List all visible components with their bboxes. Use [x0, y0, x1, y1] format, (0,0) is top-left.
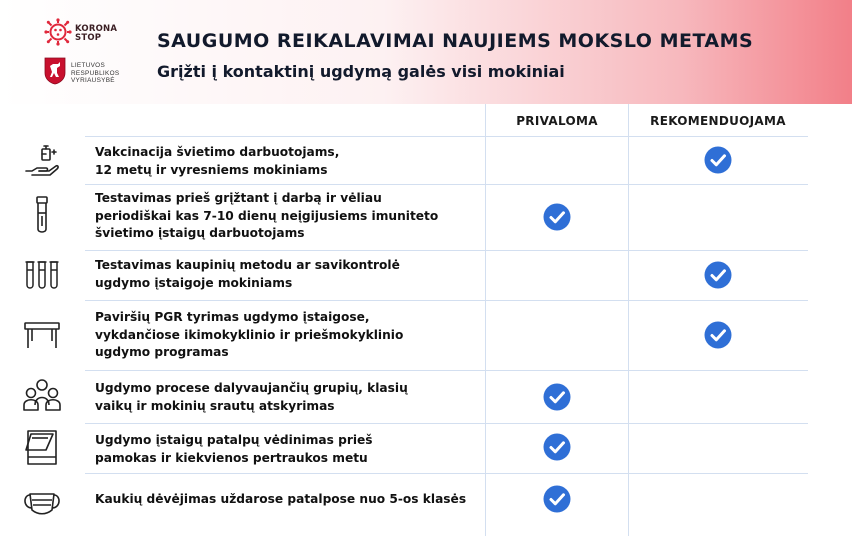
group-icon — [22, 377, 62, 417]
requirement-line: ugdymo įstaigoje mokiniams — [95, 275, 293, 290]
check-icon — [704, 261, 732, 289]
requirement-text-group-separation — [95, 380, 408, 415]
check-icon — [704, 321, 732, 349]
requirement-line: Ugdymo procese dalyvaujančių grupių, klasių — [95, 381, 408, 395]
requirement-line: Testavimas kaupinių metodu ar savikontrolė — [95, 258, 400, 272]
row-divider — [85, 136, 808, 137]
page-subtitle: Grįžti į kontaktinį ugdymą galės visi mokiniai — [157, 62, 565, 81]
requirement-line: pamokas ir kiekvienos pertraukos metu — [95, 450, 368, 465]
column-header-required: PRIVALOMA — [516, 114, 598, 128]
face-mask-icon — [22, 482, 62, 522]
gov-line-3: VYRIAUSYBĖ — [71, 77, 115, 85]
gov-line-1: LIETUVOS — [71, 62, 106, 69]
requirement-text-vaccination — [95, 144, 339, 179]
window-icon — [22, 428, 62, 468]
requirement-line: periodiškai kas 7-10 dienų neįgijusiems imuniteto — [95, 208, 439, 223]
requirement-line: vykdančiose ikimokyklinio ir priešmokyklinio — [95, 327, 404, 342]
check-icon — [543, 203, 571, 231]
check-icon — [543, 485, 571, 513]
test-tubes-icon — [22, 256, 62, 296]
row-divider — [85, 250, 808, 251]
korona-stop-logo — [44, 18, 124, 50]
requirement-line: ugdymo programas — [95, 345, 229, 359]
requirement-line: vaikų ir mokinių srautų atskyrimas — [95, 398, 335, 413]
row-divider — [85, 423, 808, 424]
requirement-line: Vakcinacija švietimo darbuotojams, — [95, 145, 340, 159]
header-banner — [0, 0, 852, 104]
government-logo — [44, 57, 134, 89]
korona-stop-text — [75, 25, 117, 43]
column-divider-left — [485, 104, 486, 536]
row-divider — [85, 473, 808, 474]
requirement-line: Kaukių dėvėjimas uždarose patalpose nuo 5-os klasės — [95, 492, 467, 506]
government-text — [71, 62, 119, 85]
check-icon — [543, 383, 571, 411]
requirement-text-ventilation — [95, 432, 373, 467]
table-icon — [22, 315, 62, 355]
test-tube-icon — [22, 196, 62, 236]
requirement-line: Paviršių PGR tyrimas ugdymo įstaigose, — [95, 310, 370, 324]
requirement-line: Ugdymo įstaigų patalpų vėdinimas prieš — [95, 433, 373, 447]
korona-line: KORONA — [75, 24, 118, 34]
requirement-line: 12 metų ir vyresniems mokiniams — [95, 162, 328, 177]
gov-line-2: RESPUBLIKOS — [71, 69, 120, 77]
check-icon — [704, 146, 732, 174]
requirement-text-staff-testing — [95, 190, 438, 243]
requirement-text-mask-wearing — [95, 491, 466, 509]
requirement-line: švietimo įstaigų darbuotojams — [95, 226, 305, 240]
stop-line: STOP — [75, 33, 102, 43]
page-title: SAUGUMO REIKALAVIMAI NAUJIEMS MOKSLO METAMS — [157, 30, 754, 52]
column-divider-right — [628, 104, 629, 536]
coat-of-arms-icon — [44, 57, 66, 85]
requirement-line: Testavimas prieš grįžtant į darbą ir vėliau — [95, 191, 382, 205]
vaccine-hand-icon — [22, 141, 62, 181]
virus-icon — [44, 18, 72, 46]
requirement-text-student-testing — [95, 257, 400, 292]
check-icon — [543, 433, 571, 461]
column-header-recommended: REKOMENDUOJAMA — [650, 114, 786, 128]
row-divider — [85, 184, 808, 185]
requirement-text-surface-pcr — [95, 309, 403, 362]
row-divider — [85, 300, 808, 301]
row-divider — [85, 370, 808, 371]
